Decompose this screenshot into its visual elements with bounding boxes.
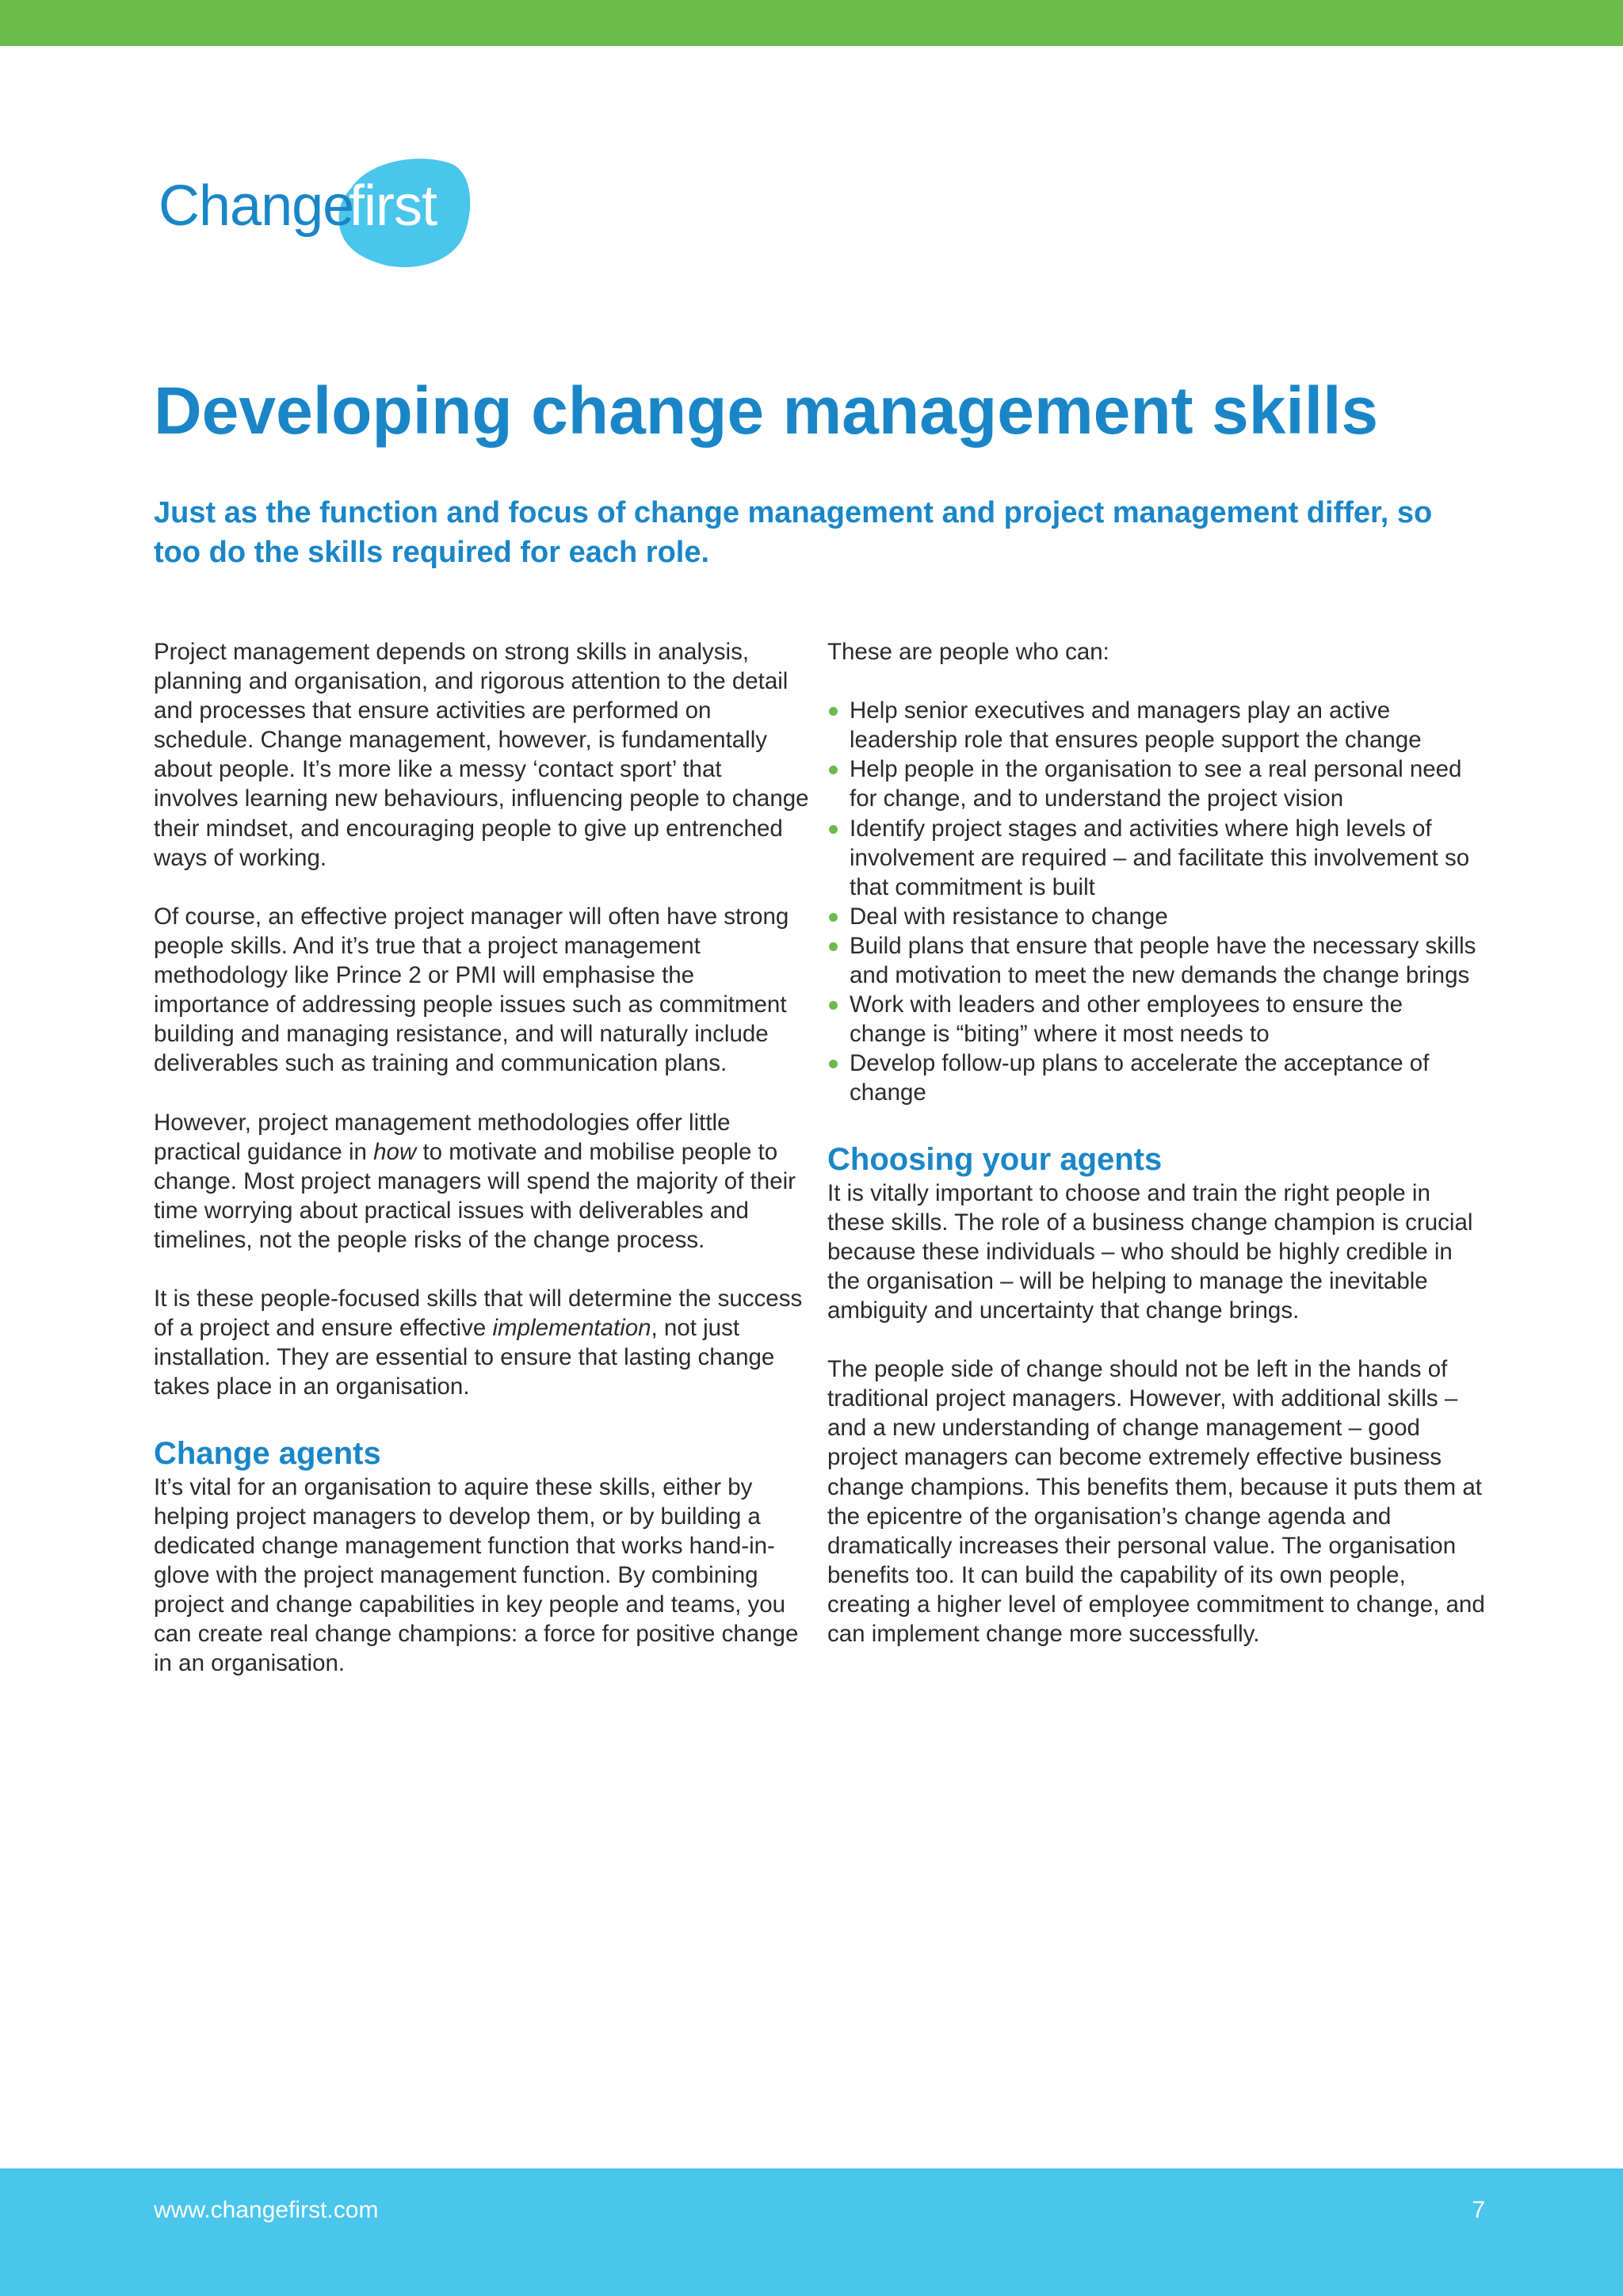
list-item bbox=[827, 696, 1485, 755]
page-number: 7 bbox=[1472, 2197, 1485, 2223]
list-item bbox=[827, 990, 1485, 1049]
paragraph-pm-skills: Project management depends on strong skills in analysis, planning and organisation, and rigorous attention to the detail and processes that ensure activities are performed on schedule. Change management, however, is fundamentally about people. It’s more like a messy ‘contact sport’ that involves learning new behaviours, influencing people to change their mindset, and encouraging people to give up entrenched ways of working. bbox=[154, 639, 809, 871]
bullet-dot-icon bbox=[829, 825, 838, 834]
page-title: Developing change management skills bbox=[154, 373, 1379, 448]
bullet-dot-icon bbox=[829, 913, 838, 922]
list-item-text: Build plans that ensure that people have the necessary skills and motivation to meet the new demands the change brings bbox=[850, 932, 1476, 989]
text: However, project management methodologies offer little practical guidance in bbox=[154, 1109, 731, 1165]
list-item-text: Help people in the organisation to see a real personal need for change, and to understand the project vision bbox=[850, 756, 1462, 812]
list-item bbox=[827, 902, 1485, 931]
bullet-dot-icon bbox=[829, 1001, 838, 1010]
paragraph-change-agents: It’s vital for an organisation to aquire these skills, either by helping project managers to develop them, or by building a dedicated change management function that works hand-in-glove with the project management function. By combining project and change capabilities in key people and teams, you can create real change champions: a force for positive change in an organisation. bbox=[154, 1473, 799, 1677]
heading-change-agents: Change agents bbox=[154, 1435, 381, 1471]
paragraph-methodologies bbox=[154, 1108, 812, 1255]
list-item-text: Deal with resistance to change bbox=[850, 903, 1168, 930]
list-item bbox=[827, 1049, 1485, 1107]
capabilities-list bbox=[827, 696, 1485, 1107]
bullet-dot-icon bbox=[829, 1060, 838, 1068]
list-item-text: Identify project stages and activities where high levels of involvement are required – and facilitate this involvement so that commitment is built bbox=[850, 815, 1470, 900]
list-item bbox=[827, 931, 1485, 990]
text: It is these people-focused skills that will determine the success of a project and ensure effective bbox=[154, 1286, 803, 1342]
left-column bbox=[154, 637, 812, 1707]
emphasis-how: how bbox=[373, 1138, 417, 1165]
list-item-text: Develop follow-up plans to accelerate the acceptance of change bbox=[850, 1050, 1430, 1106]
paragraph-people-focused bbox=[154, 1284, 812, 1401]
logo-accent-word: first bbox=[349, 174, 437, 238]
text: , not just installation. They are essential to ensure that lasting change takes place in an organisation. bbox=[154, 1315, 775, 1400]
footer-website-link[interactable]: www.changefirst.com bbox=[154, 2197, 379, 2223]
emphasis-implementation: implementation bbox=[492, 1315, 651, 1342]
bullet-dot-icon bbox=[829, 766, 838, 774]
list-item-text: Help senior executives and managers play an active leadership role that ensures people support the change bbox=[850, 697, 1422, 754]
list-item-text: Work with leaders and other employees to ensure the change is “biting” where it most needs to bbox=[850, 991, 1403, 1048]
footer-bar bbox=[0, 2168, 1623, 2296]
logo-word: Change bbox=[158, 174, 354, 238]
paragraph-people-side: The people side of change should not be left in the hands of traditional project managers. However, with additional skills – and a new understanding of change management – good project managers can become extremely effective business change champions. This benefits them, because it puts them at the epicentre of the organisation’s change agenda and dramatically increases their personal value. The organisation benefits too. It can build the capability of its own people, creating a higher level of employee commitment to change, and can implement change more successfully. bbox=[827, 1356, 1485, 1647]
top-green-bar bbox=[0, 0, 1623, 46]
bullet-dot-icon bbox=[829, 942, 838, 951]
page-subtitle: Just as the function and focus of change management and project management differ, so too do the skills required for each role. bbox=[154, 496, 1433, 569]
bullets-intro: These are people who can: bbox=[827, 639, 1109, 665]
text: to motivate and mobilise people to change. Most project managers will spend the majority of their time worrying about practical issues with deliverables and timelines, not the people risks of the change process. bbox=[154, 1138, 796, 1253]
right-column bbox=[827, 637, 1485, 1678]
list-item bbox=[827, 814, 1485, 902]
bullet-dot-icon bbox=[829, 707, 838, 716]
paragraph-people-skills: Of course, an effective project manager will often have strong people skills. And it’s true that a project management methodology like Prince 2 or PMI will emphasise the importance of addressing people issues such as commitment building and managing resistance, and will naturally include deliverables such as training and communication plans. bbox=[154, 903, 789, 1077]
list-item bbox=[827, 755, 1485, 813]
changefirst-logo bbox=[155, 155, 472, 269]
heading-choosing-agents: Choosing your agents bbox=[827, 1141, 1163, 1177]
paragraph-choosing-agents: It is vitally important to choose and train the right people in these skills. The role of a business change champion is crucial because these individuals – who should be highly credible in the organisation – will be helping to manage the inevitable ambiguity and uncertainty that change brings. bbox=[827, 1179, 1473, 1324]
